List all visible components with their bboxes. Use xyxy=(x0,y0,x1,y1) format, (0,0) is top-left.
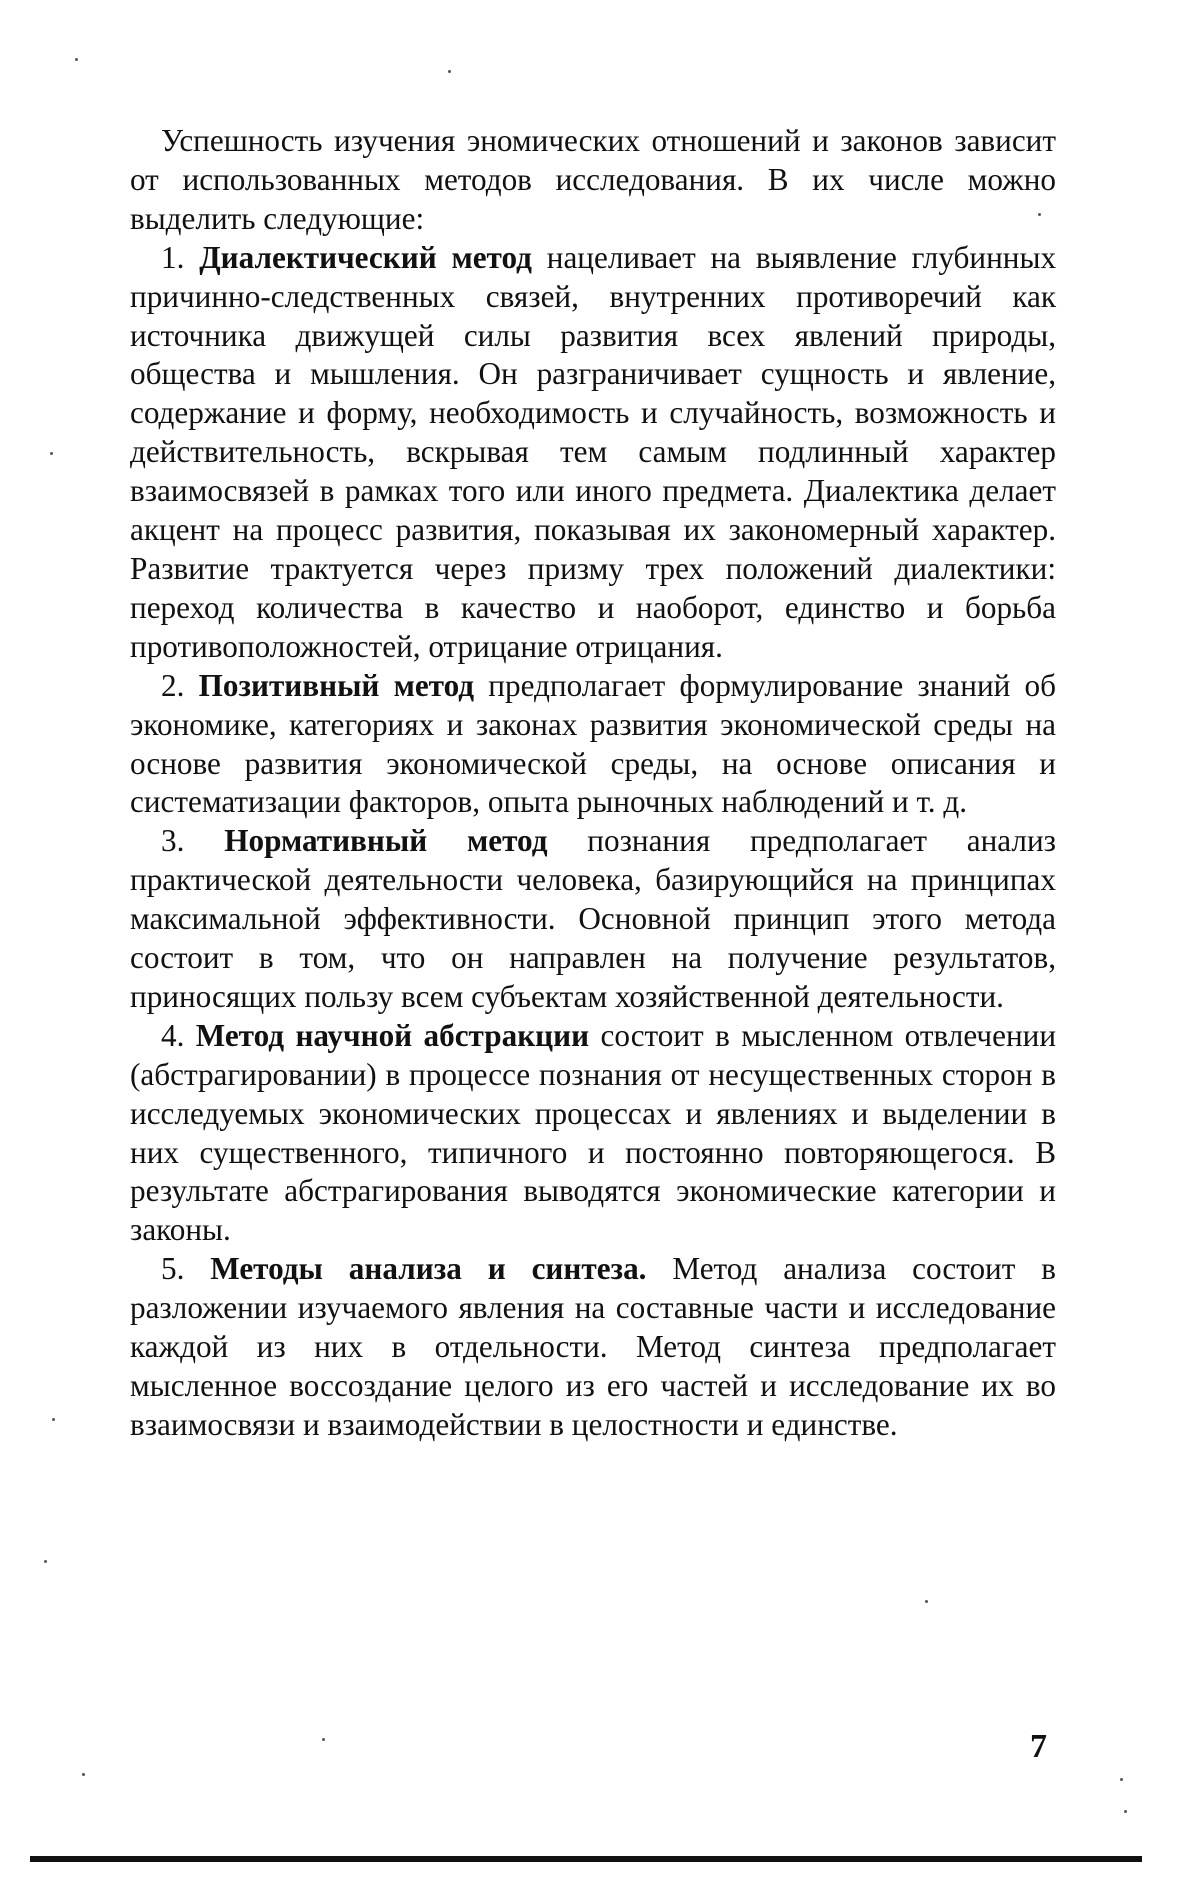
scan-speck xyxy=(52,1418,55,1421)
method-title: Диалектический метод xyxy=(199,239,532,275)
scan-speck xyxy=(82,1773,85,1776)
method-paragraph-1 xyxy=(130,239,1056,667)
method-paragraph-3 xyxy=(130,822,1056,1017)
method-text: состоит в мысленном отвлечении (абстрагировании) в процессе познания от несущественных сторон в исследуемых экономических процессах и явлениях и выделении в них существенного, типичного и постоянно повторяющегося. В результате абстрагирования выводятся экономические категории и законы. xyxy=(130,1017,1057,1248)
method-title: Позитивный метод xyxy=(198,667,475,703)
scan-speck xyxy=(925,1600,928,1603)
method-paragraph-5 xyxy=(130,1250,1056,1445)
body-text xyxy=(130,122,1056,1445)
bottom-rule xyxy=(30,1856,1142,1862)
intro-paragraph: Успешность изучения эномических отношений и законов зависит от использованных методов исследования. В их числе можно выделить следующие: xyxy=(130,123,1056,236)
scan-speck xyxy=(75,58,78,61)
method-title: Метод научной абстракции xyxy=(195,1017,590,1053)
scan-speck xyxy=(322,1738,325,1741)
method-number: 5. xyxy=(161,1251,185,1287)
method-paragraph-4 xyxy=(130,1017,1056,1250)
method-paragraph-2 xyxy=(130,667,1056,823)
scan-speck xyxy=(448,70,451,73)
method-text: предполагает формулирование знаний об экономике, категориях и законах развития экономической среды на основе развития экономической среды, на основе описания и систематизации факторов, опыта рыночных наблюдений и т. д. xyxy=(130,667,1056,820)
page-number: 7 xyxy=(1030,1728,1047,1765)
scan-speck xyxy=(1120,1778,1123,1781)
method-number: 4. xyxy=(161,1017,185,1053)
method-title: Методы анализа и синтеза. xyxy=(210,1251,647,1287)
method-number: 2. xyxy=(161,667,185,703)
scan-speck xyxy=(50,452,53,455)
method-number: 3. xyxy=(161,823,185,859)
scan-speck xyxy=(44,1560,47,1563)
method-text: познания предполагает анализ практической деятельности человека, базирующийся на принципах максимальной эффективности. Основной принцип этого метода состоит в том, что он направлен на получение результатов, приносящих пользу всем субъектам хозяйственной деятельности. xyxy=(130,823,1056,1014)
scan-speck xyxy=(1124,1810,1127,1813)
method-text: нацеливает на выявление глубинных причинно-следственных связей, внутренних противоречий как источника движущей силы развития всех явлений природы, общества и мышления. Он разграничивает сущность и явление, содержание и форму, необходимость и случайность, возможность и действительность, вскрывая тем самым подлинный характер взаимосвязей в рамках того или иного предмета. Диалектика делает акцент на процесс развития, показывая их закономерный характер. Развитие трактуется через призму трех положений диалектики: переход количества в качество и наоборот, единство и борьба противоположностей, отрицание отрицания. xyxy=(130,239,1057,664)
method-text: Метод анализа состоит в разложении изучаемого явления на составные части и исследование каждой из них в отдельности. Метод синтеза предполагает мысленное воссоздание целого из его частей и исследование их во взаимосвязи и взаимодействии в целостности и единстве. xyxy=(130,1251,1057,1442)
scan-speck xyxy=(1038,213,1041,216)
method-title: Нормативный метод xyxy=(224,823,548,859)
method-number: 1. xyxy=(161,239,185,275)
